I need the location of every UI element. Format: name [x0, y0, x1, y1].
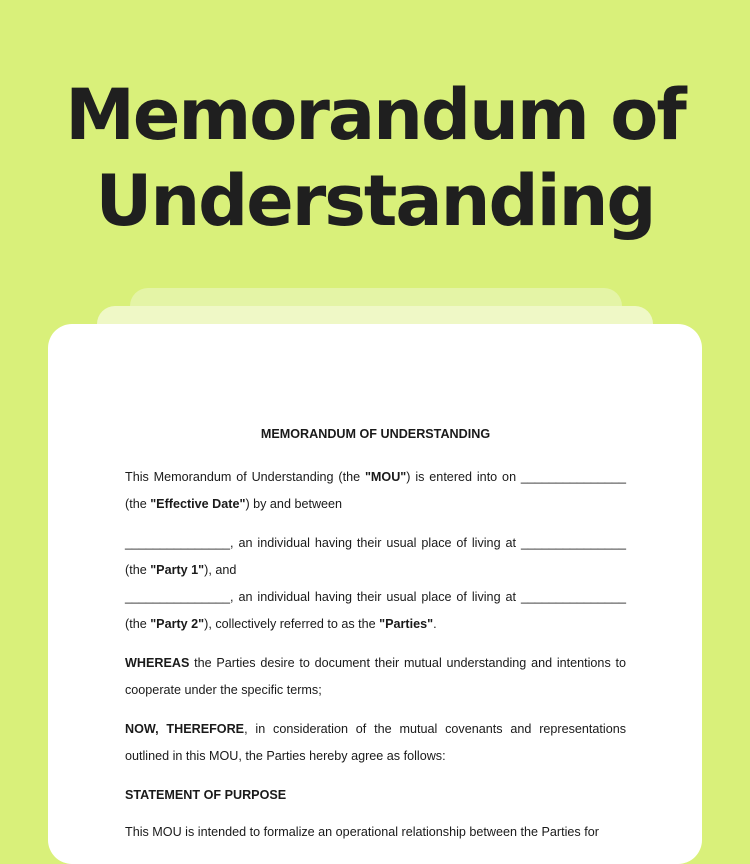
whereas-text: the Parties desire to document their mutual understanding and intentions to cooperate under the specific terms;	[125, 656, 626, 697]
purpose-heading: STATEMENT OF PURPOSE	[125, 788, 287, 802]
intro-mou-term: "MOU"	[364, 470, 407, 484]
intro-text-1: This Memorandum of Understanding (the	[125, 470, 365, 484]
intro-text-3: ) by and between	[245, 497, 343, 511]
page-title-line-2: Understanding	[95, 160, 655, 242]
page-title-line-1: Memorandum of	[65, 74, 685, 156]
document-title: MEMORANDUM OF UNDERSTANDING	[260, 427, 491, 441]
intro-paragraph	[125, 464, 626, 518]
party2-term: "Party 2"	[150, 617, 205, 631]
party1-text-2: ), and	[204, 563, 237, 577]
parties-term: "Parties"	[379, 617, 434, 631]
party2-text-2: ), collectively referred to as the	[204, 617, 380, 631]
party1-paragraph	[125, 530, 626, 584]
intro-text-2: ) is entered into on _______________ (the	[125, 470, 626, 511]
intro-effective-date-term: "Effective Date"	[150, 497, 246, 511]
therefore-keyword: NOW, THEREFORE	[125, 722, 245, 736]
party2-text-3: .	[433, 617, 437, 631]
purpose-paragraph: This MOU is intended to formalize an operational relationship between the Parties for	[125, 825, 599, 839]
document-card	[48, 324, 702, 864]
document-body	[125, 424, 626, 858]
therefore-text: , in consideration of the mutual covenants and representations outlined in this MOU, the Parties hereby agree as follows:	[125, 722, 627, 763]
whereas-paragraph	[125, 650, 626, 704]
party1-text-1: _______________, an individual having their usual place of living at _______________ (the	[125, 536, 626, 577]
party2-text-1: _______________, an individual having their usual place of living at _______________ (the	[125, 590, 626, 631]
party2-paragraph	[125, 584, 626, 638]
party1-term: "Party 1"	[150, 563, 205, 577]
therefore-paragraph	[125, 716, 626, 770]
page-title	[0, 72, 750, 244]
whereas-keyword: WHEREAS	[125, 656, 190, 670]
